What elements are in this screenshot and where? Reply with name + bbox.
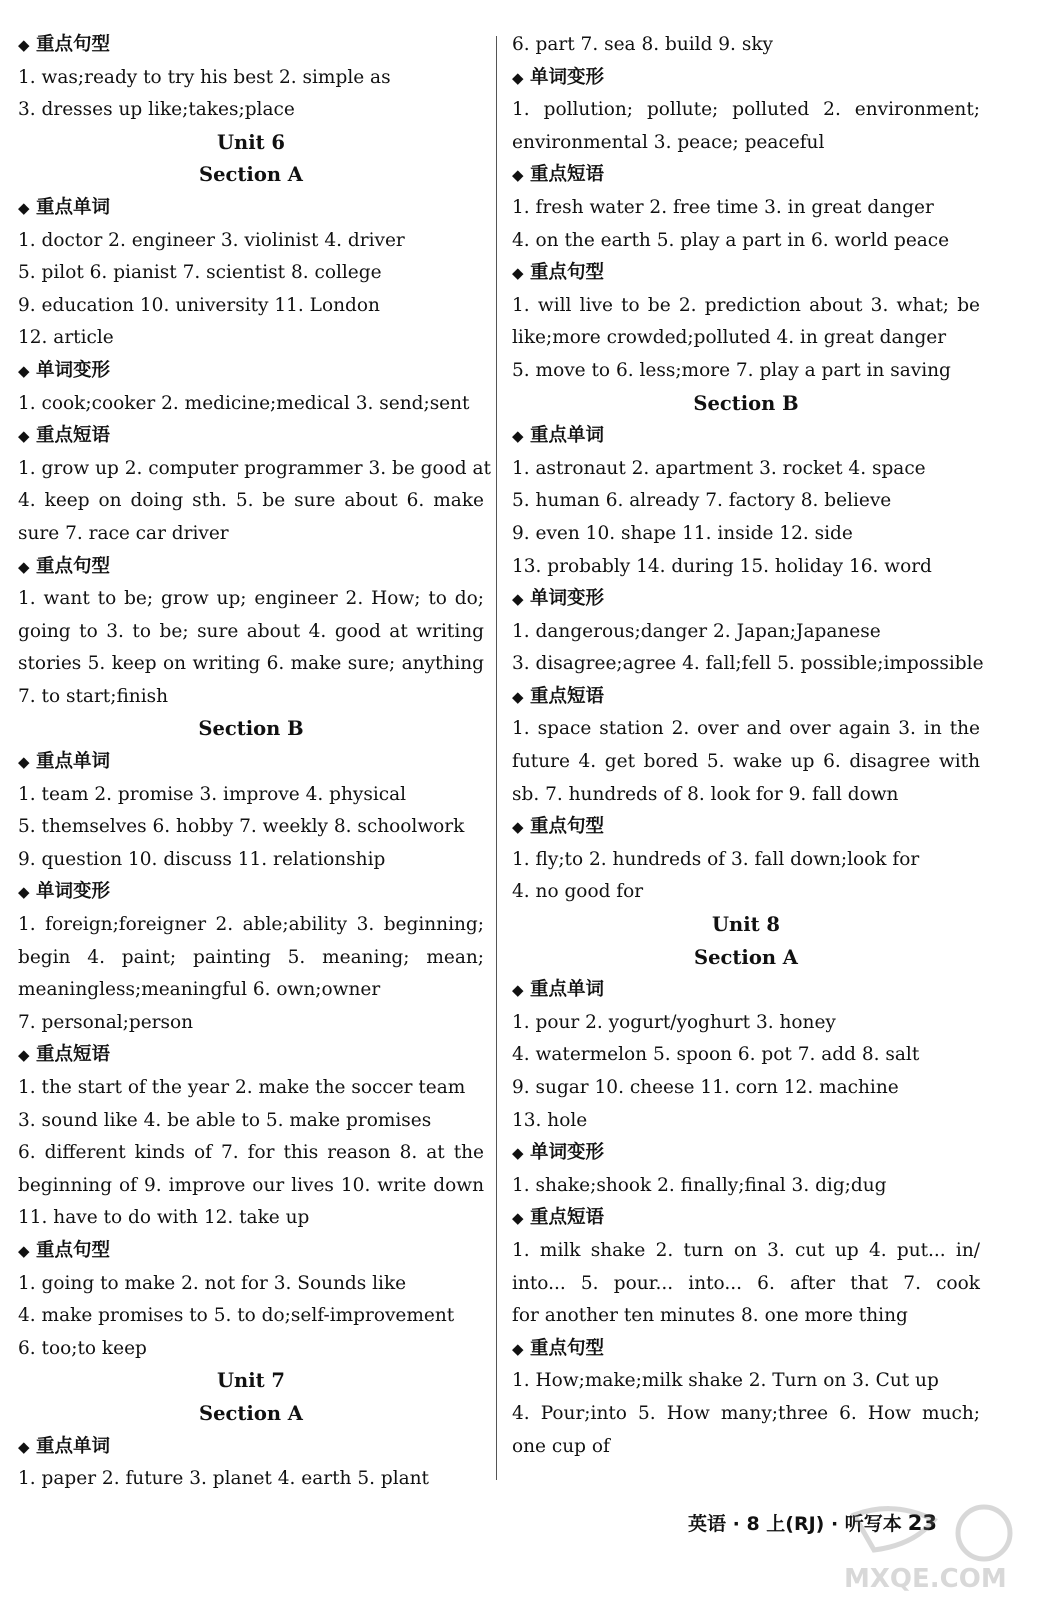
section-heading bbox=[512, 811, 980, 844]
section-heading-text: 重点单词 bbox=[36, 196, 111, 218]
answer-line: beginning of 9. improve our lives 10. write down bbox=[18, 1174, 484, 1196]
left-column bbox=[18, 29, 491, 1496]
unit-section-title: Section A bbox=[694, 945, 798, 969]
answer-line: 1. paper 2. future 3. planet 4. earth 5. plant bbox=[18, 1468, 429, 1490]
diamond-bullet-icon: ◆ bbox=[18, 753, 30, 772]
answer-line: 4. no good for bbox=[512, 881, 644, 903]
answer-line: begin 4. paint; painting 5. meaning; mean; bbox=[18, 946, 484, 968]
answer-line: 1. want to be; grow up; engineer 2. How; to do; bbox=[18, 588, 484, 610]
answer-line: 1. the start of the year 2. make the soccer team bbox=[18, 1077, 466, 1098]
unit-section-title: Unit 8 bbox=[712, 913, 780, 937]
answer-line: 4. make promises to 5. to do;self-improvement bbox=[18, 1305, 455, 1327]
answer-line: 1. pollution; pollute; polluted 2. environment; bbox=[512, 99, 980, 121]
answer-line: 4. keep on doing sth. 5. be sure about 6. make bbox=[18, 490, 484, 512]
answer-line: 7. to start;finish bbox=[18, 685, 169, 707]
diamond-bullet-icon: ◆ bbox=[18, 557, 30, 576]
unit-section-title: Section A bbox=[199, 1401, 303, 1425]
unit-section-title: Section B bbox=[693, 391, 799, 415]
section-heading bbox=[512, 974, 980, 1007]
section-heading bbox=[512, 583, 980, 616]
answer-line: 1. space station 2. over and over again 3. in the bbox=[512, 718, 980, 740]
section-heading bbox=[18, 1039, 484, 1072]
diamond-bullet-icon: ◆ bbox=[512, 687, 524, 706]
unit-section-title: Section B bbox=[198, 717, 304, 741]
answer-line: 13. hole bbox=[512, 1109, 588, 1131]
section-heading-text: 单词变形 bbox=[530, 66, 605, 88]
answer-line: 4. on the earth 5. play a part in 6. world peace bbox=[512, 229, 950, 251]
section-heading-text: 重点短语 bbox=[36, 425, 111, 447]
diamond-bullet-icon: ◆ bbox=[512, 1144, 524, 1163]
section-heading-text: 重点句型 bbox=[36, 34, 111, 55]
diamond-bullet-icon: ◆ bbox=[18, 883, 30, 902]
section-heading-text: 重点句型 bbox=[36, 555, 111, 577]
section-heading bbox=[18, 355, 484, 388]
right-column bbox=[512, 29, 984, 1463]
answer-line: 5. themselves 6. hobby 7. weekly 8. schoolwork bbox=[18, 816, 465, 838]
footer-label: 英语 · 8 上(RJ) · 听写本 bbox=[688, 1513, 902, 1535]
section-heading-text: 重点句型 bbox=[530, 262, 605, 284]
answer-line: meaningless;meaningful 6. own;owner bbox=[18, 979, 381, 1001]
answer-line: 13. probably 14. during 15. holiday 16. word bbox=[512, 555, 932, 577]
diamond-bullet-icon: ◆ bbox=[512, 264, 524, 283]
answer-line: 6. different kinds of 7. for this reason 8. at the bbox=[18, 1142, 484, 1164]
section-heading bbox=[512, 62, 980, 95]
column-divider bbox=[496, 36, 497, 1480]
page-number: 23 bbox=[907, 1511, 938, 1535]
answer-line: 11. have to do with 12. take up bbox=[18, 1207, 310, 1229]
answer-line: stories 5. keep on writing 6. make sure; anything bbox=[18, 653, 484, 675]
section-heading-text: 重点短语 bbox=[36, 1044, 111, 1066]
answer-line: sb. 7. hundreds of 8. look for 9. fall down bbox=[512, 783, 899, 805]
watermark-text: MXQE.COM bbox=[844, 1564, 1007, 1594]
section-heading bbox=[18, 876, 484, 909]
answer-line: for another ten minutes 8. one more thing bbox=[512, 1305, 908, 1327]
section-heading-text: 单词变形 bbox=[530, 1142, 605, 1164]
answer-line: 1. will live to be 2. prediction about 3. what; be bbox=[512, 294, 980, 316]
answer-line: 3. dresses up like;takes;place bbox=[18, 99, 295, 121]
answer-line: 4. watermelon 5. spoon 6. pot 7. add 8. salt bbox=[512, 1044, 920, 1066]
answer-line: 3. sound like 4. be able to 5. make promises bbox=[18, 1109, 432, 1131]
diamond-bullet-icon: ◆ bbox=[18, 198, 30, 217]
answer-line: 1. grow up 2. computer programmer 3. be good at bbox=[18, 457, 491, 479]
unit-section-title: Unit 7 bbox=[217, 1369, 285, 1393]
section-heading bbox=[512, 681, 980, 714]
answer-line: 9. question 10. discuss 11. relationship bbox=[18, 848, 386, 870]
section-heading-text: 重点短语 bbox=[530, 1207, 605, 1229]
section-heading-text: 重点短语 bbox=[530, 164, 605, 186]
section-heading-text: 重点句型 bbox=[530, 1337, 605, 1359]
diamond-bullet-icon: ◆ bbox=[18, 361, 30, 380]
section-heading bbox=[18, 192, 484, 225]
answer-line: 9. even 10. shape 11. inside 12. side bbox=[512, 522, 853, 544]
diamond-bullet-icon: ◆ bbox=[18, 1046, 30, 1065]
diamond-bullet-icon: ◆ bbox=[512, 68, 524, 87]
answer-line: 9. education 10. university 11. London bbox=[18, 294, 380, 316]
answer-line: 1. team 2. promise 3. improve 4. physical bbox=[18, 783, 407, 805]
diamond-bullet-icon: ◆ bbox=[18, 1437, 30, 1456]
answer-line: 9. sugar 10. cheese 11. corn 12. machine bbox=[512, 1077, 899, 1098]
diamond-bullet-icon: ◆ bbox=[18, 1241, 30, 1260]
section-heading-text: 单词变形 bbox=[36, 881, 111, 903]
answer-line: 1. cook;cooker 2. medicine;medical 3. send;sent bbox=[18, 392, 470, 414]
diamond-bullet-icon: ◆ bbox=[512, 818, 524, 837]
section-heading-text: 重点单词 bbox=[36, 751, 111, 773]
diamond-bullet-icon: ◆ bbox=[512, 427, 524, 446]
section-heading bbox=[512, 1333, 980, 1366]
answer-line: future 4. get bored 5. wake up 6. disagree with bbox=[512, 751, 980, 773]
unit-section-title: Unit 6 bbox=[217, 130, 285, 154]
answer-line: 6. too;to keep bbox=[18, 1337, 147, 1359]
section-heading bbox=[18, 420, 484, 453]
diamond-bullet-icon: ◆ bbox=[18, 36, 30, 54]
answer-line: 1. dangerous;danger 2. Japan;Japanese bbox=[512, 620, 881, 642]
answer-line: sure 7. race car driver bbox=[18, 522, 229, 544]
section-heading-text: 重点单词 bbox=[530, 979, 605, 1001]
section-heading-text: 单词变形 bbox=[530, 588, 605, 610]
answer-line: 1. shake;shook 2. finally;final 3. dig;dug bbox=[512, 1174, 887, 1196]
diamond-bullet-icon: ◆ bbox=[512, 1339, 524, 1358]
answer-line: 1. doctor 2. engineer 3. violinist 4. driver bbox=[18, 229, 405, 251]
answer-line: 1. foreign;foreigner 2. able;ability 3. beginning; bbox=[18, 914, 484, 936]
answer-line: 5. pilot 6. pianist 7. scientist 8. college bbox=[18, 262, 382, 284]
section-heading bbox=[512, 159, 980, 192]
answer-line: 1. astronaut 2. apartment 3. rocket 4. space bbox=[512, 457, 926, 479]
section-heading-text: 重点单词 bbox=[530, 425, 605, 447]
answer-line: 5. human 6. already 7. factory 8. believe bbox=[512, 490, 892, 512]
answer-line: 1. going to make 2. not for 3. Sounds like bbox=[18, 1272, 407, 1294]
answer-line: 6. part 7. sea 8. build 9. sky bbox=[512, 34, 773, 55]
answer-line: 4. Pour;into 5. How many;three 6. How much; bbox=[512, 1402, 980, 1424]
answer-line: 1. pour 2. yogurt/yoghurt 3. honey bbox=[512, 1011, 836, 1033]
answer-line: 1. milk shake 2. turn on 3. cut up 4. put... in/ bbox=[512, 1239, 980, 1261]
section-heading bbox=[18, 1235, 484, 1268]
answer-line: going to 3. to be; sure about 4. good at writing bbox=[18, 620, 484, 642]
section-heading-text: 单词变形 bbox=[36, 359, 111, 381]
diamond-bullet-icon: ◆ bbox=[512, 590, 524, 609]
diamond-bullet-icon: ◆ bbox=[18, 427, 30, 446]
answer-line: into... 5. pour... into... 6. after that 7. cook bbox=[512, 1272, 980, 1294]
answer-line: 1. fresh water 2. free time 3. in great danger bbox=[512, 196, 934, 218]
answer-line: 3. disagree;agree 4. fall;fell 5. possible;impossible bbox=[512, 653, 984, 675]
section-heading bbox=[18, 29, 484, 62]
section-heading-text: 重点句型 bbox=[36, 1239, 111, 1261]
answer-line: 1. was;ready to try his best 2. simple as bbox=[18, 66, 391, 88]
section-heading bbox=[512, 1137, 980, 1170]
answer-line: 5. move to 6. less;more 7. play a part in saving bbox=[512, 359, 951, 381]
watermark-logo bbox=[834, 1495, 1030, 1595]
section-heading bbox=[18, 551, 484, 584]
section-heading-text: 重点单词 bbox=[36, 1435, 111, 1457]
answer-line: 1. How;make;milk shake 2. Turn on 3. Cut up bbox=[512, 1370, 939, 1392]
section-heading bbox=[512, 420, 980, 453]
section-heading bbox=[512, 257, 980, 290]
diamond-bullet-icon: ◆ bbox=[512, 1209, 524, 1228]
section-heading bbox=[18, 1431, 484, 1464]
section-heading-text: 重点短语 bbox=[530, 685, 605, 707]
section-heading bbox=[18, 746, 484, 779]
answer-line: one cup of bbox=[512, 1435, 610, 1457]
answer-line: 7. personal;person bbox=[18, 1011, 194, 1033]
answer-line: like;more crowded;polluted 4. in great danger bbox=[512, 327, 947, 349]
section-heading-text: 重点句型 bbox=[530, 816, 605, 838]
unit-section-title: Section A bbox=[199, 163, 303, 187]
diamond-bullet-icon: ◆ bbox=[512, 981, 524, 1000]
diamond-bullet-icon: ◆ bbox=[512, 166, 524, 185]
answer-line: 1. fly;to 2. hundreds of 3. fall down;look for bbox=[512, 848, 920, 870]
section-heading bbox=[512, 1202, 980, 1235]
answer-line: 12. article bbox=[18, 327, 114, 349]
answer-line: environmental 3. peace; peaceful bbox=[512, 131, 825, 153]
